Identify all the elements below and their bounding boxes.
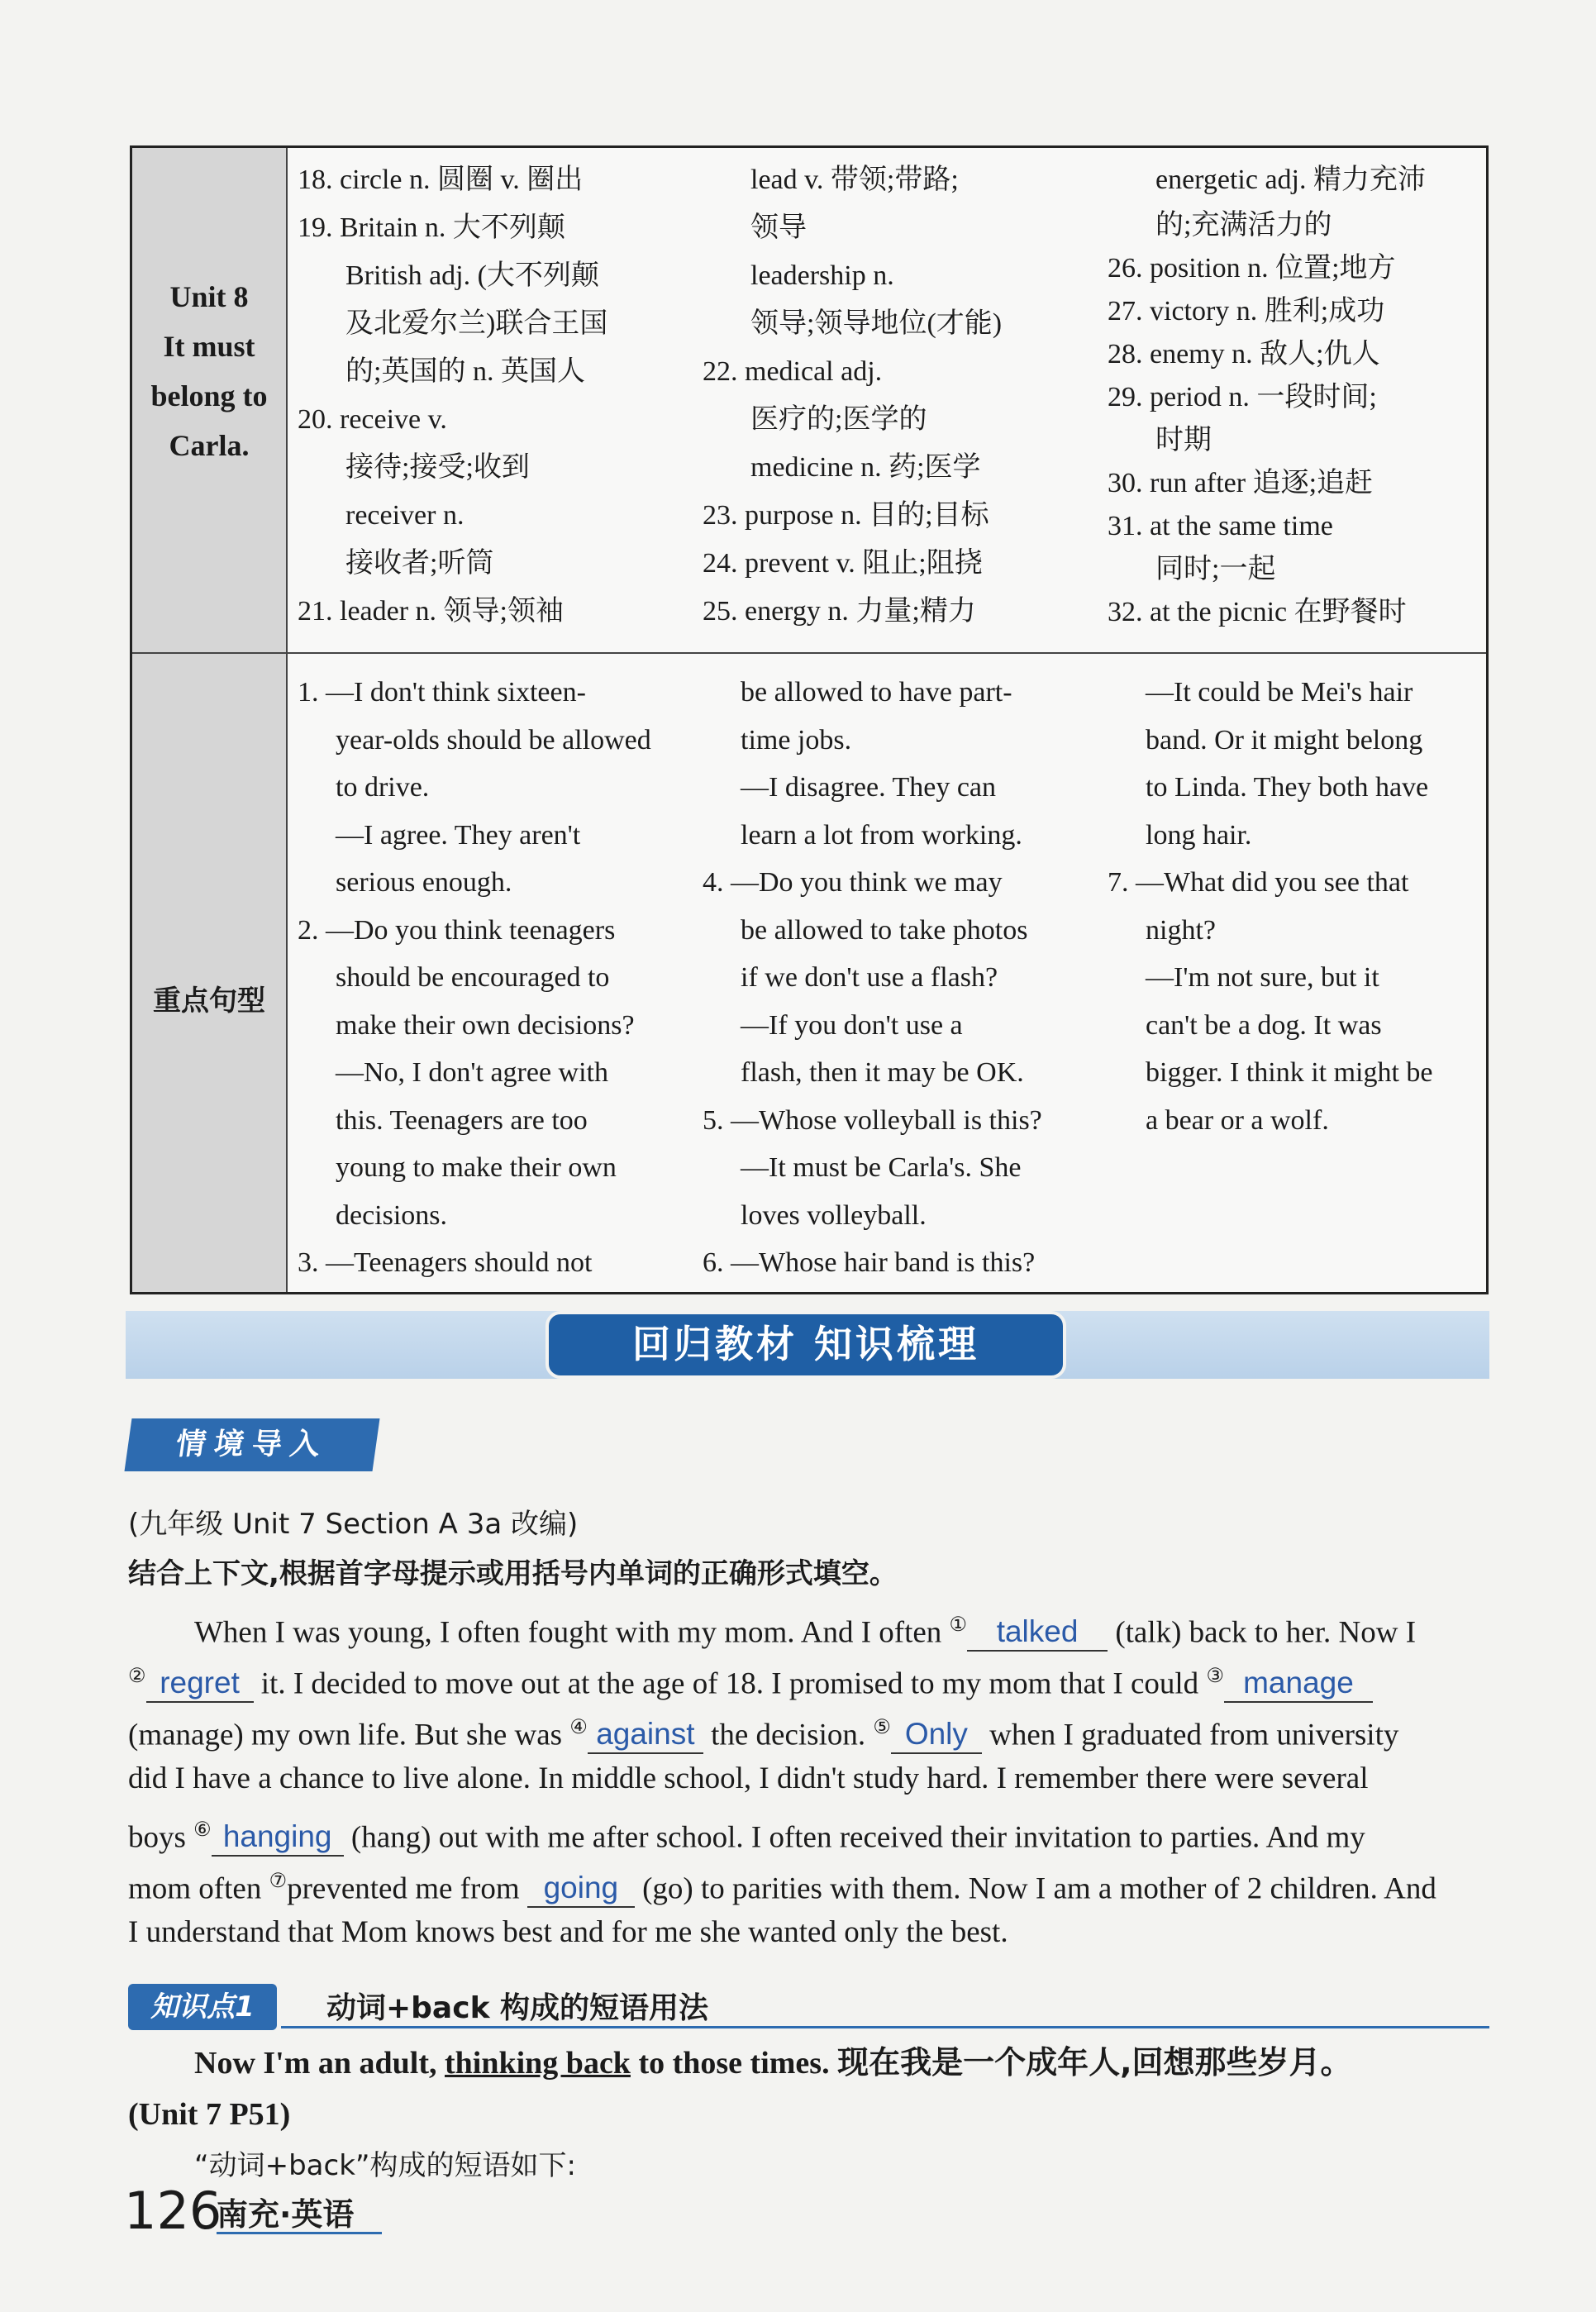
answer-blank[interactable]: hanging xyxy=(212,1819,344,1857)
vocab-entry: 25. energy n. 力量;精力 xyxy=(703,596,976,627)
passage-text: (hang) out with me after school. I often received their invitation to parties. And my xyxy=(343,1820,1365,1855)
page-number: 126 xyxy=(124,2181,222,2241)
vocab-entry: 的;充满活力的 xyxy=(1155,210,1332,241)
answer-blank[interactable]: Only xyxy=(891,1716,982,1754)
vocab-entry: 26. position n. 位置;地方 xyxy=(1108,253,1396,284)
passage-line xyxy=(128,1652,1492,1701)
key-sentences-label: 重点句型 xyxy=(153,984,265,1018)
example-highlight: thinking back xyxy=(445,2046,631,2081)
sentence-line: be allowed to take photos xyxy=(741,914,1028,946)
vocab-entry: 27. victory n. 胜利;成功 xyxy=(1108,296,1385,327)
sentence-column-1 xyxy=(298,669,678,1287)
sentence-line: long hair. xyxy=(1146,819,1252,851)
vocab-entry: 接收者;听筒 xyxy=(345,548,494,579)
answer-blank[interactable]: against xyxy=(588,1716,703,1754)
sentence-line: —It could be Mei's hair xyxy=(1146,677,1413,708)
answer-blank[interactable]: regret xyxy=(146,1665,254,1703)
vocab-entry: leadership n. xyxy=(750,260,894,291)
unit-title: Unit 8 It must belong to Carla. xyxy=(150,280,268,462)
sentence-column-2 xyxy=(703,669,1091,1287)
book-title: 南充·英语 xyxy=(217,2196,355,2233)
example-reference: (Unit 7 P51) xyxy=(128,2097,291,2132)
sentence-line: loves volleyball. xyxy=(741,1199,927,1231)
passage-line xyxy=(128,1703,1492,1752)
sentence-line: serious enough. xyxy=(336,867,512,898)
source-note: (九年级 Unit 7 Section A 3a 改编) xyxy=(128,1508,579,1541)
sentence-line: bigger. I think it might be xyxy=(1146,1057,1433,1088)
passage-text: When I was young, I often fought with my mom. And I often xyxy=(194,1615,950,1650)
sentence-line: —It must be Carla's. She xyxy=(741,1152,1022,1183)
passage-text: (manage) my own life. But she was xyxy=(128,1718,570,1752)
sentence-line: time jobs. xyxy=(741,724,852,756)
sentence-line: 7. —What did you see that xyxy=(1108,867,1409,898)
answer-blank[interactable]: going xyxy=(527,1870,635,1908)
sentence-line: a bear or a wolf. xyxy=(1146,1104,1329,1136)
sentence-line: 4. —Do you think we may xyxy=(703,867,1003,898)
vocab-entry: 21. leader n. 领导;领袖 xyxy=(298,596,564,627)
blank-number: ⑦ xyxy=(269,1871,288,1892)
blank-number: ⑥ xyxy=(193,1819,212,1841)
example-text: Now I'm an adult, xyxy=(194,2046,445,2081)
sentence-line: 6. —Whose hair band is this? xyxy=(703,1247,1036,1278)
sentence-line: —If you don't use a xyxy=(741,1009,963,1041)
sentence-line: flash, then it may be OK. xyxy=(741,1057,1024,1088)
sentence-line: this. Teenagers are too xyxy=(336,1104,588,1136)
sentence-line: learn a lot from working. xyxy=(741,819,1022,851)
vocab-column-3 xyxy=(1108,156,1488,634)
section-banner-title: 回归教材 知识梳理 xyxy=(545,1311,1066,1379)
sentence-line: 1. —I don't think sixteen- xyxy=(298,677,586,708)
sentence-column-3 xyxy=(1108,669,1488,1144)
sentence-line: year-olds should be allowed xyxy=(336,724,651,756)
passage-text: mom often xyxy=(128,1871,269,1906)
sentence-line: to Linda. They both have xyxy=(1146,772,1429,803)
sentence-line: if we don't use a flash? xyxy=(741,962,998,993)
knowledge-point-title: 动词+back 构成的短语用法 xyxy=(326,1991,709,2025)
vocab-entry: 29. period n. 一段时间; xyxy=(1108,382,1377,412)
footer-rule xyxy=(217,2232,382,2234)
vocab-entry: 医疗的;医学的 xyxy=(750,404,927,435)
vocab-entry: 30. run after 追逐;追赶 xyxy=(1108,468,1374,498)
vocab-entry: 28. enemy n. 敌人;仇人 xyxy=(1108,339,1380,369)
vocab-entry: 接待;接受;收到 xyxy=(345,452,530,483)
passage-line xyxy=(128,1600,1492,1650)
vocab-entry: 18. circle n. 圆圈 v. 圈出 xyxy=(298,164,584,195)
sentence-line: 3. —Teenagers should not xyxy=(298,1247,593,1278)
vocab-entry: receiver n. xyxy=(345,500,465,531)
sentence-line: night? xyxy=(1146,914,1216,946)
passage-text: prevented me from xyxy=(287,1871,527,1906)
passage-text: (go) to parities with them. Now I am a mother of 2 children. And xyxy=(634,1871,1436,1906)
passage-line xyxy=(128,1805,1492,1855)
vocab-entry: 24. prevent v. 阻止;阻挠 xyxy=(703,548,983,579)
vocab-entry: 19. Britain n. 大不列颠 xyxy=(298,212,565,243)
blank-number: ③ xyxy=(1206,1666,1224,1687)
vocab-entry: energetic adj. 精力充沛 xyxy=(1155,164,1427,195)
passage-line: I understand that Mom knows best and for me she wanted only the best. xyxy=(128,1915,1008,1949)
knowledge-point-tag: 知识点1 xyxy=(128,1984,277,2030)
sentence-line: be allowed to have part- xyxy=(741,677,1012,708)
passage-text: it. I decided to move out at the age of 18. I promised to my mom that I could xyxy=(253,1666,1207,1701)
sentence-line: decisions. xyxy=(336,1199,448,1231)
blank-number: ④ xyxy=(569,1717,588,1738)
sentence-line: —I agree. They aren't xyxy=(336,819,581,851)
sentence-line: —I disagree. They can xyxy=(741,772,997,803)
vocab-column-1 xyxy=(298,156,678,636)
sentence-line: should be encouraged to xyxy=(336,962,610,993)
vocab-entry: 22. medical adj. xyxy=(703,356,883,387)
example-text: to those times. xyxy=(630,2046,838,2081)
passage-text: (talk) back to her. Now I xyxy=(1108,1615,1417,1650)
passage-line xyxy=(128,1857,1492,1906)
key-sentences-label-cell xyxy=(132,652,288,1292)
example-sentence xyxy=(128,2038,1492,2087)
answer-blank[interactable]: talked xyxy=(967,1614,1108,1652)
vocab-entry: 的;英国的 n. 英国人 xyxy=(345,356,585,387)
situation-intro-tag: 情境导入 xyxy=(125,1418,380,1471)
vocab-column-2 xyxy=(703,156,1091,636)
sentence-line: band. Or it might belong xyxy=(1146,724,1423,756)
passage-text: when I graduated from university xyxy=(981,1718,1399,1752)
example-translation: 现在我是一个成年人,回想那些岁月。 xyxy=(837,2044,1352,2081)
answer-blank[interactable]: manage xyxy=(1224,1665,1373,1703)
vocab-entry: lead v. 带领;带路; xyxy=(750,164,959,195)
vocab-entry: 31. at the same time xyxy=(1108,511,1333,541)
sentence-line: —No, I don't agree with xyxy=(336,1057,608,1088)
sentence-line: 2. —Do you think teenagers xyxy=(298,914,616,946)
vocab-entry: 32. at the picnic 在野餐时 xyxy=(1108,597,1407,627)
vocab-entry: 领导 xyxy=(750,212,807,243)
knowledge-point-rule xyxy=(281,2026,1489,2028)
passage-line: did I have a chance to live alone. In middle school, I didn't study hard. I remember there were several xyxy=(128,1761,1369,1795)
blank-number: ① xyxy=(949,1614,968,1636)
vocab-entry: medicine n. 药;医学 xyxy=(750,452,981,483)
vocab-entry: 20. receive v. xyxy=(298,404,447,435)
vocab-entry: British adj. (大不列颠 xyxy=(345,260,599,291)
vocabulary-table xyxy=(130,145,1489,1294)
blank-number: ② xyxy=(128,1666,146,1687)
phrase-intro: “动词+back”构成的短语如下: xyxy=(194,2149,576,2182)
row-divider xyxy=(132,652,1486,654)
sentence-line: to drive. xyxy=(336,772,430,803)
sentence-line: young to make their own xyxy=(336,1152,617,1183)
passage-text: the decision. xyxy=(703,1718,874,1752)
vocab-entry: 23. purpose n. 目的;目标 xyxy=(703,500,989,531)
sentence-line: —I'm not sure, but it xyxy=(1146,962,1379,993)
sentence-line: can't be a dog. It was xyxy=(1146,1009,1382,1041)
blank-number: ⑤ xyxy=(873,1717,891,1738)
passage-text: boys xyxy=(128,1820,194,1855)
exercise-instruction: 结合上下文,根据首字母提示或用括号内单词的正确形式填空。 xyxy=(128,1557,898,1590)
vocab-entry: 领导;领导地位(才能) xyxy=(750,308,1003,339)
sentence-line: make their own decisions? xyxy=(336,1009,635,1041)
vocab-entry: 及北爱尔兰)联合王国 xyxy=(345,308,608,339)
sentence-line: 5. —Whose volleyball is this? xyxy=(703,1104,1042,1136)
vocab-entry: 同时;一起 xyxy=(1155,554,1276,584)
vocab-entry: 时期 xyxy=(1155,425,1212,455)
